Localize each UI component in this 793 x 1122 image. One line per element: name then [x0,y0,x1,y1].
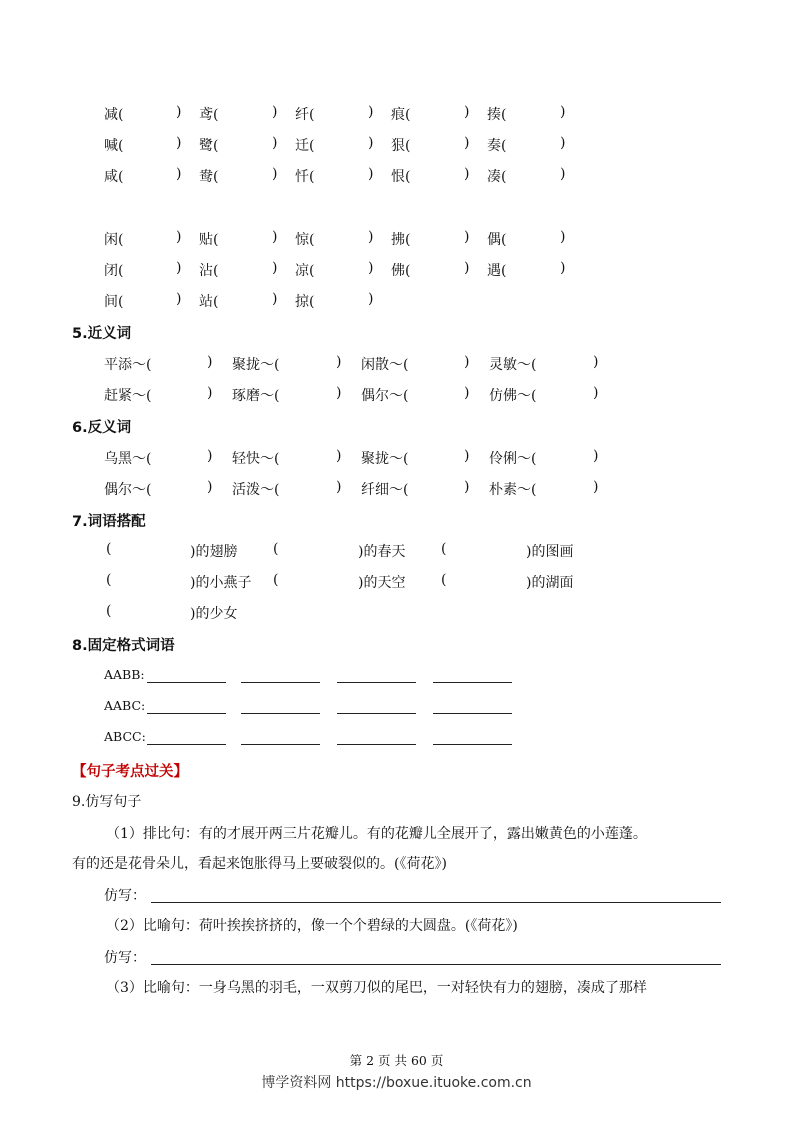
open-paren: ( [441,572,447,588]
close-paren: ) [368,135,374,151]
open-paren: ( [106,572,112,588]
close-paren: ) [272,229,278,245]
char-blank-item: 痕( [391,107,411,123]
open-paren: ( [441,541,447,557]
answer-line[interactable] [147,682,226,683]
close-paren: ) [560,260,566,276]
close-paren: ) [272,260,278,276]
word-blank-item: 平添～( [104,357,152,373]
close-paren: ) [368,291,374,307]
close-paren: ) [336,479,342,495]
answer-line[interactable] [241,682,320,683]
close-paren: ) [560,104,566,120]
collocation-item: )的湖面 [526,575,574,591]
section8-heading: 8.固定格式词语 [72,638,175,654]
answer-line[interactable] [147,713,226,714]
close-paren: ) [207,479,213,495]
answer-line[interactable] [337,682,416,683]
answer-line[interactable] [337,713,416,714]
close-paren: ) [176,291,182,307]
close-paren: ) [336,448,342,464]
close-paren: ) [272,104,278,120]
word-blank-item: 聚拢～( [232,357,280,373]
close-paren: ) [464,385,470,401]
char-blank-item: 偶( [487,232,507,248]
word-blank-item: 轻快～( [232,451,280,467]
item1-line1: （1）排比句：有的才展开两三片花瓣儿。有的花瓣儿全展开了，露出嫩黄色的小莲蓬。 [106,826,647,842]
close-paren: ) [593,479,599,495]
close-paren: ) [272,135,278,151]
close-paren: ) [464,260,470,276]
pattern-label: AABB: [104,667,145,682]
close-paren: ) [176,166,182,182]
char-blank-item: 佛( [391,263,411,279]
close-paren: ) [560,229,566,245]
close-paren: ) [207,354,213,370]
char-blank-item: 拂( [391,232,411,248]
char-blank-item: 凑( [487,169,507,185]
word-blank-item: 伶俐～( [489,451,537,467]
collocation-item: )的图画 [526,544,574,560]
item1-line2: 有的还是花骨朵儿，看起来饱胀得马上要破裂似的。(《荷花》) [72,856,447,872]
char-blank-item: 鸢( [199,107,219,123]
char-blank-item: 鸯( [199,169,219,185]
section6-heading: 6.反义词 [72,420,132,436]
char-blank-item: 恨( [391,169,411,185]
close-paren: ) [368,166,374,182]
close-paren: ) [464,166,470,182]
answer-line[interactable] [433,713,512,714]
close-paren: ) [368,104,374,120]
answer-line[interactable] [241,713,320,714]
word-blank-item: 聚拢～( [361,451,409,467]
char-blank-item: 遇( [487,263,507,279]
collocation-item: )的天空 [358,575,406,591]
answer-line[interactable] [337,744,416,745]
char-blank-item: 掠( [295,294,315,310]
word-blank-item: 仿佛～( [489,388,537,404]
open-paren: ( [273,572,279,588]
answer-line[interactable] [433,744,512,745]
close-paren: ) [336,354,342,370]
pattern-label: ABCC: [104,729,146,744]
close-paren: ) [176,260,182,276]
open-paren: ( [106,603,112,619]
close-paren: ) [368,229,374,245]
close-paren: ) [207,385,213,401]
char-blank-item: 忏( [295,169,315,185]
close-paren: ) [464,479,470,495]
item3: （3）比喻句：一身乌黑的羽毛，一双剪刀似的尾巴，一对轻快有力的翅膀，凑成了那样 [106,980,647,996]
char-blank-item: 奏( [487,138,507,154]
word-blank-item: 琢磨～( [232,388,280,404]
char-blank-item: 喊( [104,138,124,154]
close-paren: ) [464,135,470,151]
char-blank-item: 沾( [199,263,219,279]
collocation-item: )的小燕子 [190,575,252,591]
word-blank-item: 偶尔～( [361,388,409,404]
imitate-answer-line[interactable] [151,964,721,965]
close-paren: ) [560,166,566,182]
collocation-item: )的春天 [358,544,406,560]
collocation-item: )的翅膀 [190,544,238,560]
char-blank-item: 鹭( [199,138,219,154]
answer-line[interactable] [433,682,512,683]
word-blank-item: 乌黑～( [104,451,152,467]
close-paren: ) [207,448,213,464]
word-blank-item: 灵敏～( [489,357,537,373]
char-blank-item: 咸( [104,169,124,185]
item2: （2）比喻句：荷叶挨挨挤挤的，像一个个碧绿的大圆盘。(《荷花》) [106,918,518,934]
close-paren: ) [464,448,470,464]
char-blank-item: 贴( [199,232,219,248]
imitate-label: 仿写： [104,950,146,966]
imitate-label: 仿写： [104,888,146,904]
char-blank-item: 间( [104,294,124,310]
open-paren: ( [106,541,112,557]
answer-line[interactable] [147,744,226,745]
char-blank-item: 站( [199,294,219,310]
close-paren: ) [593,448,599,464]
close-paren: ) [176,104,182,120]
close-paren: ) [560,135,566,151]
pattern-label: AABC: [104,698,146,713]
word-blank-item: 偶尔～( [104,482,152,498]
char-blank-item: 狠( [391,138,411,154]
q9-title: 9.仿写句子 [72,794,142,810]
close-paren: ) [464,104,470,120]
close-paren: ) [464,229,470,245]
char-blank-item: 揍( [487,107,507,123]
close-paren: ) [272,166,278,182]
close-paren: ) [176,135,182,151]
char-blank-item: 减( [104,107,124,123]
close-paren: ) [176,229,182,245]
word-blank-item: 闲散～( [361,357,409,373]
page-number: 第 2 页 共 60 页 [349,1053,444,1068]
char-blank-item: 凉( [295,263,315,279]
sentence-section-heading: 【句子考点过关】 [72,764,188,780]
section7-heading: 7.词语搭配 [72,514,146,530]
close-paren: ) [272,291,278,307]
site-watermark: 博学资料网 https://boxue.ituoke.com.cn [261,1075,532,1091]
imitate-answer-line[interactable] [151,902,721,903]
char-blank-item: 闭( [104,263,124,279]
word-blank-item: 赶紧～( [104,388,152,404]
answer-line[interactable] [241,744,320,745]
close-paren: ) [593,354,599,370]
collocation-item: )的少女 [190,606,238,622]
word-blank-item: 活泼～( [232,482,280,498]
close-paren: ) [368,260,374,276]
char-blank-item: 纤( [295,107,315,123]
word-blank-item: 朴素～( [489,482,537,498]
char-blank-item: 迁( [295,138,315,154]
open-paren: ( [273,541,279,557]
close-paren: ) [593,385,599,401]
close-paren: ) [464,354,470,370]
char-blank-item: 闲( [104,232,124,248]
section5-heading: 5.近义词 [72,326,132,342]
close-paren: ) [336,385,342,401]
char-blank-item: 惊( [295,232,315,248]
word-blank-item: 纤细～( [361,482,409,498]
